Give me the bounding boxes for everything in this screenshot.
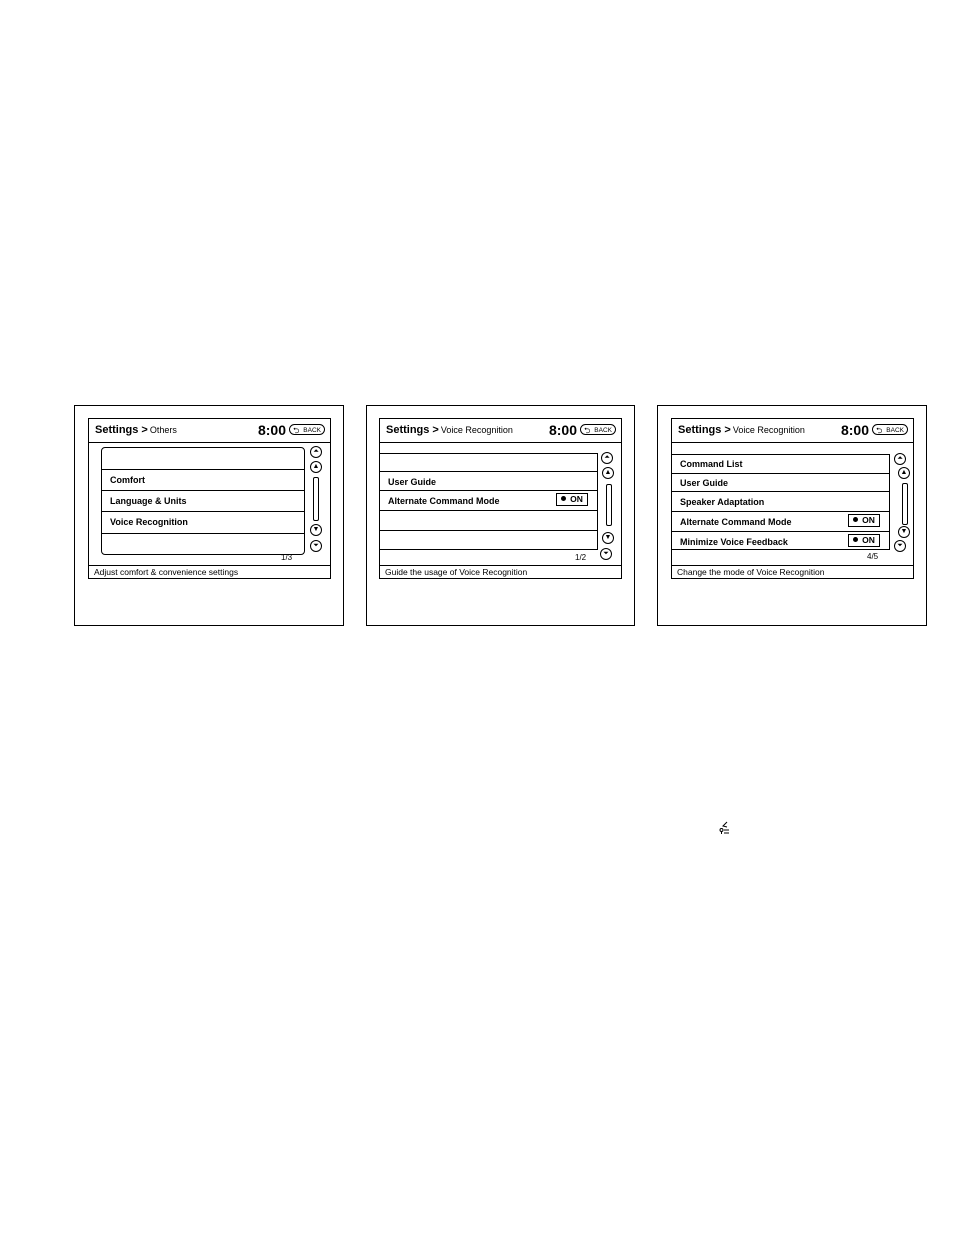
double-up-arrow-icon: ⏶ xyxy=(604,454,610,461)
list-item-label: User Guide xyxy=(388,477,437,487)
scroll-up-button[interactable] xyxy=(310,461,322,473)
figure-panel-voice-recognition-2 xyxy=(657,405,927,626)
breadcrumb-root[interactable]: Settings xyxy=(386,424,430,436)
back-button[interactable] xyxy=(289,424,325,435)
figure-panel-voice-recognition-1 xyxy=(366,405,635,626)
breadcrumb-root[interactable]: Settings xyxy=(95,424,139,436)
scroll-up-button[interactable] xyxy=(602,467,614,479)
list-item-empty xyxy=(102,533,304,555)
list-item-empty xyxy=(380,530,597,550)
list-item-label: Command List xyxy=(680,459,743,469)
return-arrow-icon: ⮌ xyxy=(876,426,883,435)
list-item-label: Language & Units xyxy=(110,496,187,506)
up-arrow-icon: ▲ xyxy=(900,469,908,476)
display-screen xyxy=(379,418,622,579)
double-down-arrow-icon: ⏷ xyxy=(603,550,609,557)
microphone-talk-icon xyxy=(719,821,731,838)
back-button[interactable] xyxy=(580,424,616,435)
scroll-top-button[interactable] xyxy=(894,453,906,465)
figure-panel-others xyxy=(74,405,344,626)
list-item-voice-recognition[interactable] xyxy=(102,511,304,533)
scrollbar-track[interactable] xyxy=(313,477,319,521)
scroll-down-button[interactable] xyxy=(898,526,910,538)
indicator-dot-icon xyxy=(853,537,858,542)
down-arrow-icon: ▼ xyxy=(900,528,908,535)
display-screen xyxy=(88,418,331,579)
breadcrumb-current: Voice Recognition xyxy=(440,425,513,435)
double-down-arrow-icon: ⏷ xyxy=(897,542,903,549)
list-item-command-list[interactable] xyxy=(672,455,889,473)
clock: 8:00 xyxy=(548,422,577,438)
breadcrumb xyxy=(386,424,513,436)
list-item-label: Alternate Command Mode xyxy=(388,496,500,506)
menu-list xyxy=(672,454,890,550)
breadcrumb-separator: > xyxy=(432,424,439,436)
double-up-arrow-icon: ⏶ xyxy=(897,455,903,462)
breadcrumb-current: Others xyxy=(149,425,177,435)
scroll-bottom-button[interactable] xyxy=(310,540,322,552)
scrollbar-track[interactable] xyxy=(902,483,908,525)
scroll-bottom-button[interactable] xyxy=(600,548,612,560)
list-item-language-units[interactable] xyxy=(102,490,304,511)
breadcrumb-current: Voice Recognition xyxy=(732,425,805,435)
breadcrumb-separator: > xyxy=(724,424,731,436)
status-bar: Guide the usage of Voice Recognition xyxy=(380,565,621,578)
back-button[interactable] xyxy=(872,424,908,435)
list-item-comfort[interactable] xyxy=(102,469,304,490)
toggle-label: ON xyxy=(570,494,583,504)
list-item-alternate-command-mode[interactable] xyxy=(672,511,889,531)
scroll-bottom-button[interactable] xyxy=(894,540,906,552)
menu-list xyxy=(380,453,598,550)
list-item-label: Speaker Adaptation xyxy=(680,497,765,507)
up-arrow-icon: ▲ xyxy=(604,469,612,476)
indicator-dot-icon xyxy=(853,517,858,522)
alternate-command-mode-toggle[interactable] xyxy=(848,514,880,527)
display-screen xyxy=(671,418,914,579)
return-arrow-icon: ⮌ xyxy=(584,426,591,435)
up-arrow-icon: ▲ xyxy=(312,463,320,470)
list-item-user-guide[interactable] xyxy=(380,471,597,490)
status-bar: Change the mode of Voice Recognition xyxy=(672,565,913,578)
double-up-arrow-icon: ⏶ xyxy=(313,448,319,455)
microphone-talk-icon-svg xyxy=(719,821,731,835)
breadcrumb xyxy=(678,424,805,436)
clock: 8:00 xyxy=(840,422,869,438)
double-down-arrow-icon: ⏷ xyxy=(313,542,319,549)
status-bar: Adjust comfort & convenience settings xyxy=(89,565,330,578)
scrollbar-track[interactable] xyxy=(606,484,612,526)
list-item-minimize-voice-feedback[interactable] xyxy=(672,531,889,551)
clock: 8:00 xyxy=(257,422,286,438)
scroll-top-button[interactable] xyxy=(601,452,613,464)
page-indicator: 1/2 xyxy=(575,553,587,562)
back-label: BACK xyxy=(303,427,321,434)
scroll-down-button[interactable] xyxy=(310,524,322,536)
minimize-voice-feedback-toggle[interactable] xyxy=(848,534,880,547)
scroll-top-button[interactable] xyxy=(310,446,322,458)
scroll-down-button[interactable] xyxy=(602,532,614,544)
down-arrow-icon: ▼ xyxy=(604,534,612,541)
indicator-dot-icon xyxy=(561,496,566,501)
alternate-command-mode-toggle[interactable] xyxy=(556,493,588,506)
page-indicator: 4/5 xyxy=(867,552,879,561)
return-arrow-icon: ⮌ xyxy=(293,426,300,435)
list-item-label: Voice Recognition xyxy=(110,517,188,527)
header-bar xyxy=(380,419,621,443)
breadcrumb xyxy=(95,424,177,436)
down-arrow-icon: ▼ xyxy=(312,526,320,533)
menu-list xyxy=(101,447,305,555)
toggle-label: ON xyxy=(862,535,875,545)
list-item-label: Minimize Voice Feedback xyxy=(680,537,788,547)
list-item-label: User Guide xyxy=(680,478,729,488)
page-indicator: 1/3 xyxy=(281,553,293,562)
list-item-label: Comfort xyxy=(110,475,145,485)
list-item-speaker-adaptation[interactable] xyxy=(672,491,889,511)
list-item-alternate-command-mode[interactable] xyxy=(380,490,597,510)
header-bar xyxy=(672,419,913,443)
toggle-label: ON xyxy=(862,515,875,525)
header-bar xyxy=(89,419,330,443)
list-item-label: Alternate Command Mode xyxy=(680,517,792,527)
back-label: BACK xyxy=(594,427,612,434)
list-item-user-guide[interactable] xyxy=(672,473,889,491)
scroll-up-button[interactable] xyxy=(898,467,910,479)
back-label: BACK xyxy=(886,427,904,434)
list-item-empty xyxy=(380,510,597,530)
breadcrumb-separator: > xyxy=(141,424,148,436)
breadcrumb-root[interactable]: Settings xyxy=(678,424,722,436)
